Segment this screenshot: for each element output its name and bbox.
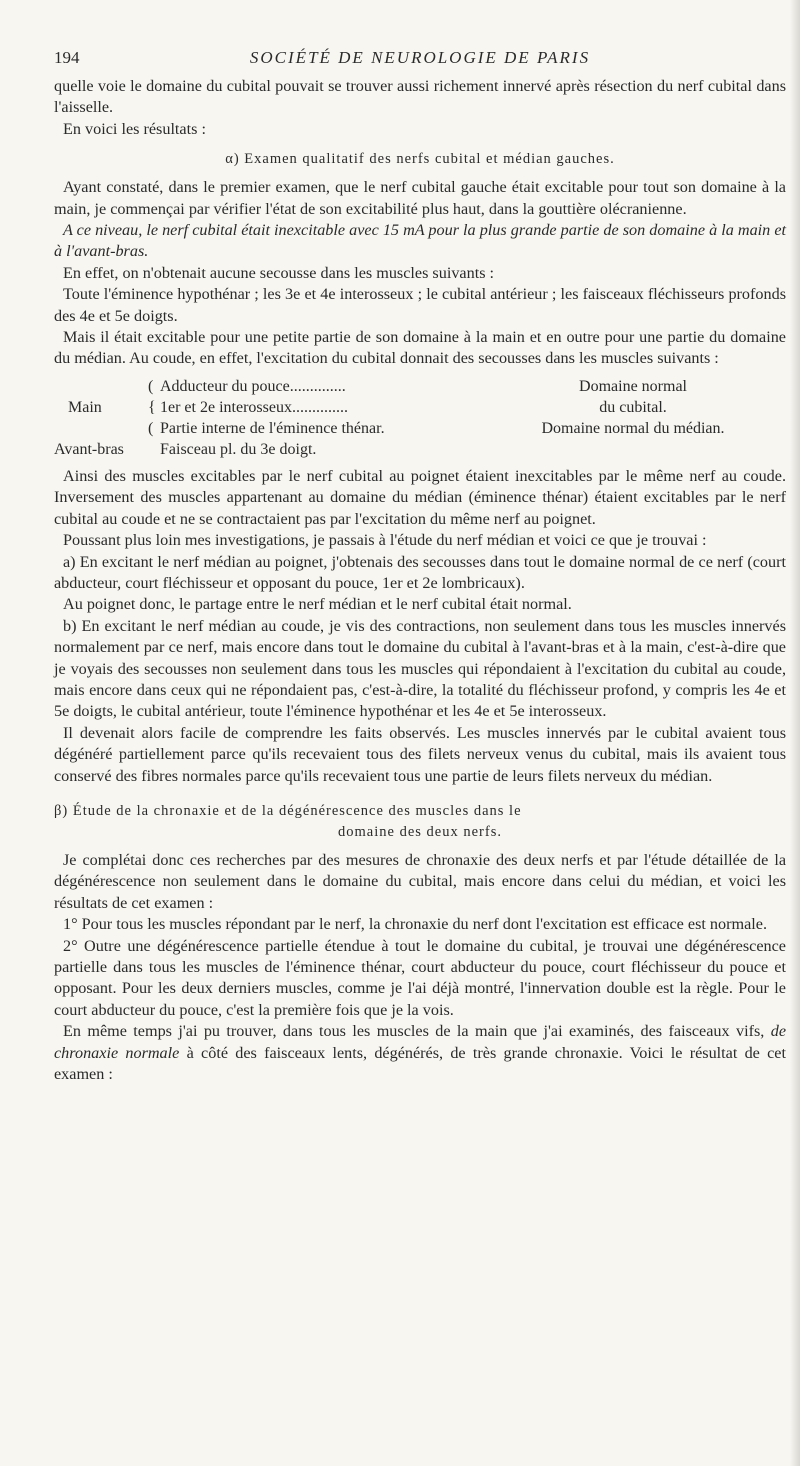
paragraph: Ainsi des muscles excitables par le nerf cubital au poignet étaient inexcitables par le même nerf au coude. Inversement des muscles appartenant au domaine du médian (éminence thénar) étaient excitables par le nerf cubital au coude et ne se contractaient pas par l'excitation du même nerf au poignet. [54,466,786,528]
table-group: Main [68,398,102,416]
table-muscle: Adducteur du pouce.............. [160,377,346,395]
section-heading-beta-line1: β) Étude de la chronaxie et de la dégénérescence des muscles dans le [54,802,522,819]
table-row: ( Adducteur du pouce.............. Domaine normal [54,376,786,397]
section-heading-alpha: α) Examen qualitatif des nerfs cubital et médian gauches. [225,151,615,168]
paragraph: Au poignet donc, le partage entre le nerf médian et le nerf cubital était normal. [63,595,572,614]
table-domain: Domaine normal du médian. [541,419,725,437]
paragraph: quelle voie le domaine du cubital pouvait se trouver aussi richement innervé après résection du nerf cubital dans l'aisselle. [54,77,786,117]
table-domain: du cubital. [599,398,667,416]
paragraph: Poussant plus loin mes investigations, je passais à l'étude du nerf médian et voici ce que je trouvai : [63,531,707,550]
paragraph-part: à côté des faisceaux lents, dégénérés, de très grande chronaxie. Voici le résultat de cet examen : [54,1043,786,1084]
paragraph-italic-part: de chronaxie normale [54,1022,786,1062]
table-row [54,439,786,460]
table-muscle: Faisceau pl. du 3e doigt. [160,440,317,458]
page-header [54,48,786,76]
paragraph: Mais il était excitable pour une petite partie de son domaine à la main et en outre pour une partie du domaine du médian. Au coude, en effet, l'excitation du cubital donnait des secousses dans les muscles suivants : [54,328,786,368]
paragraph: En effet, on n'obtenait aucune secousse dans les muscles suivants : [63,263,495,282]
paragraph: Toute l'éminence hypothénar ; les 3e et 4e interosseux ; le cubital antérieur ; les faisceaux fléchisseurs profonds des 4e et 5e doigts. [54,285,786,325]
paragraph-italic: A ce niveau, le nerf cubital était inexcitable avec 15 mA pour la plus grande partie de son domaine à la main et à l'avant-bras. [54,221,786,261]
paragraph: a) En excitant le nerf médian au poignet, j'obtenais des secousses dans tout le domaine normal de ce nerf (court abducteur, court fléchisseur et opposant du pouce, 1er et 2e lombricaux). [54,552,786,592]
paragraph: Je complétai donc ces recherches par des mesures de chronaxie des deux nerfs et par l'étude détaillée de la dégénérescence non seulement dans le domaine du cubital, mais encore dans celui du médian, et voici les résultats de cet examen : [54,850,786,912]
paragraph: b) En excitant le nerf médian au coude, je vis des contractions, non seulement dans tous les muscles innervés normalement par ce nerf, mais encore dans tout le domaine du cubital à l'avant-bras et à la main, c'est-à-dire que je voyais des secousses non seulement dans tous les muscles qui répondaient à l'excitation du cubital au coude, mais encore dans ceux qui ne répondaient pas, c'est-à-dire, la totalité du fléchisseur profond, y compris les 4e et 5e doigts, le cubital antérieur, toute l'éminence hypothénar et les 4e et 5e interosseux. [54,616,786,721]
table-group [54,376,148,397]
table-domain: Domaine normal [579,377,687,395]
page-number: 194 [54,48,80,67]
paragraph: En voici les résultats : [63,119,206,138]
section-heading-beta [54,801,786,843]
table-muscle: 1er et 2e interosseux.............. [160,398,348,416]
paragraph: 2° Outre une dégénérescence partielle étendue à tout le domaine du cubital, je trouvai une dégénérescence partielle dans tous les muscles de l'éminence thénar, court abducteur du pouce, court fléchisseur du pouce et opposant. Pour les deux derniers muscles, comme je l'ai déjà montré, l'innervation double est la règle. Pour le court abducteur du pouce, c'est la première fois que je la vois. [54,936,786,1019]
page [54,48,786,1085]
table-domain [480,439,786,460]
paragraph-part: En même temps j'ai pu trouver, dans tous les muscles de la main que j'ai examinés, des faisceaux vifs, [63,1022,771,1041]
table-muscle: Partie interne de l'éminence thénar. [160,419,385,437]
paragraph: Il devenait alors facile de comprendre les faits observés. Les muscles innervés par le cubital avaient tous dégénéré partiellement parce qu'ils recevaient tous des filets nerveux venus du cubital, mais ils avaient tous conservé des fibres normales parce qu'ils recevaient tous une partie de leurs filets nerveux du médian. [54,723,786,785]
table-row: Main { 1er et 2e interosseux.............. du cubital. [54,397,786,418]
paragraph [54,1021,786,1085]
table-group: Avant-bras [54,440,124,458]
table-group [54,418,148,439]
paragraph: Ayant constaté, dans le premier examen, que le nerf cubital gauche était excitable pour tout son domaine à la main, je commençai par vérifier l'état de son excitabilité plus haut, dans la gouttière olécranienne. [54,178,786,218]
running-title: SOCIÉTÉ DE NEUROLOGIE DE PARIS [249,48,591,67]
muscle-table [54,376,786,460]
table-row: ( Partie interne de l'éminence thénar. Domaine normal du médian. [54,418,786,439]
paragraph: 1° Pour tous les muscles répondant par le nerf, la chronaxie du nerf dont l'excitation est efficace est normale. [63,915,768,934]
section-heading-beta-line2: domaine des deux nerfs. [338,823,502,840]
scan-edge-shadow [790,0,800,1466]
